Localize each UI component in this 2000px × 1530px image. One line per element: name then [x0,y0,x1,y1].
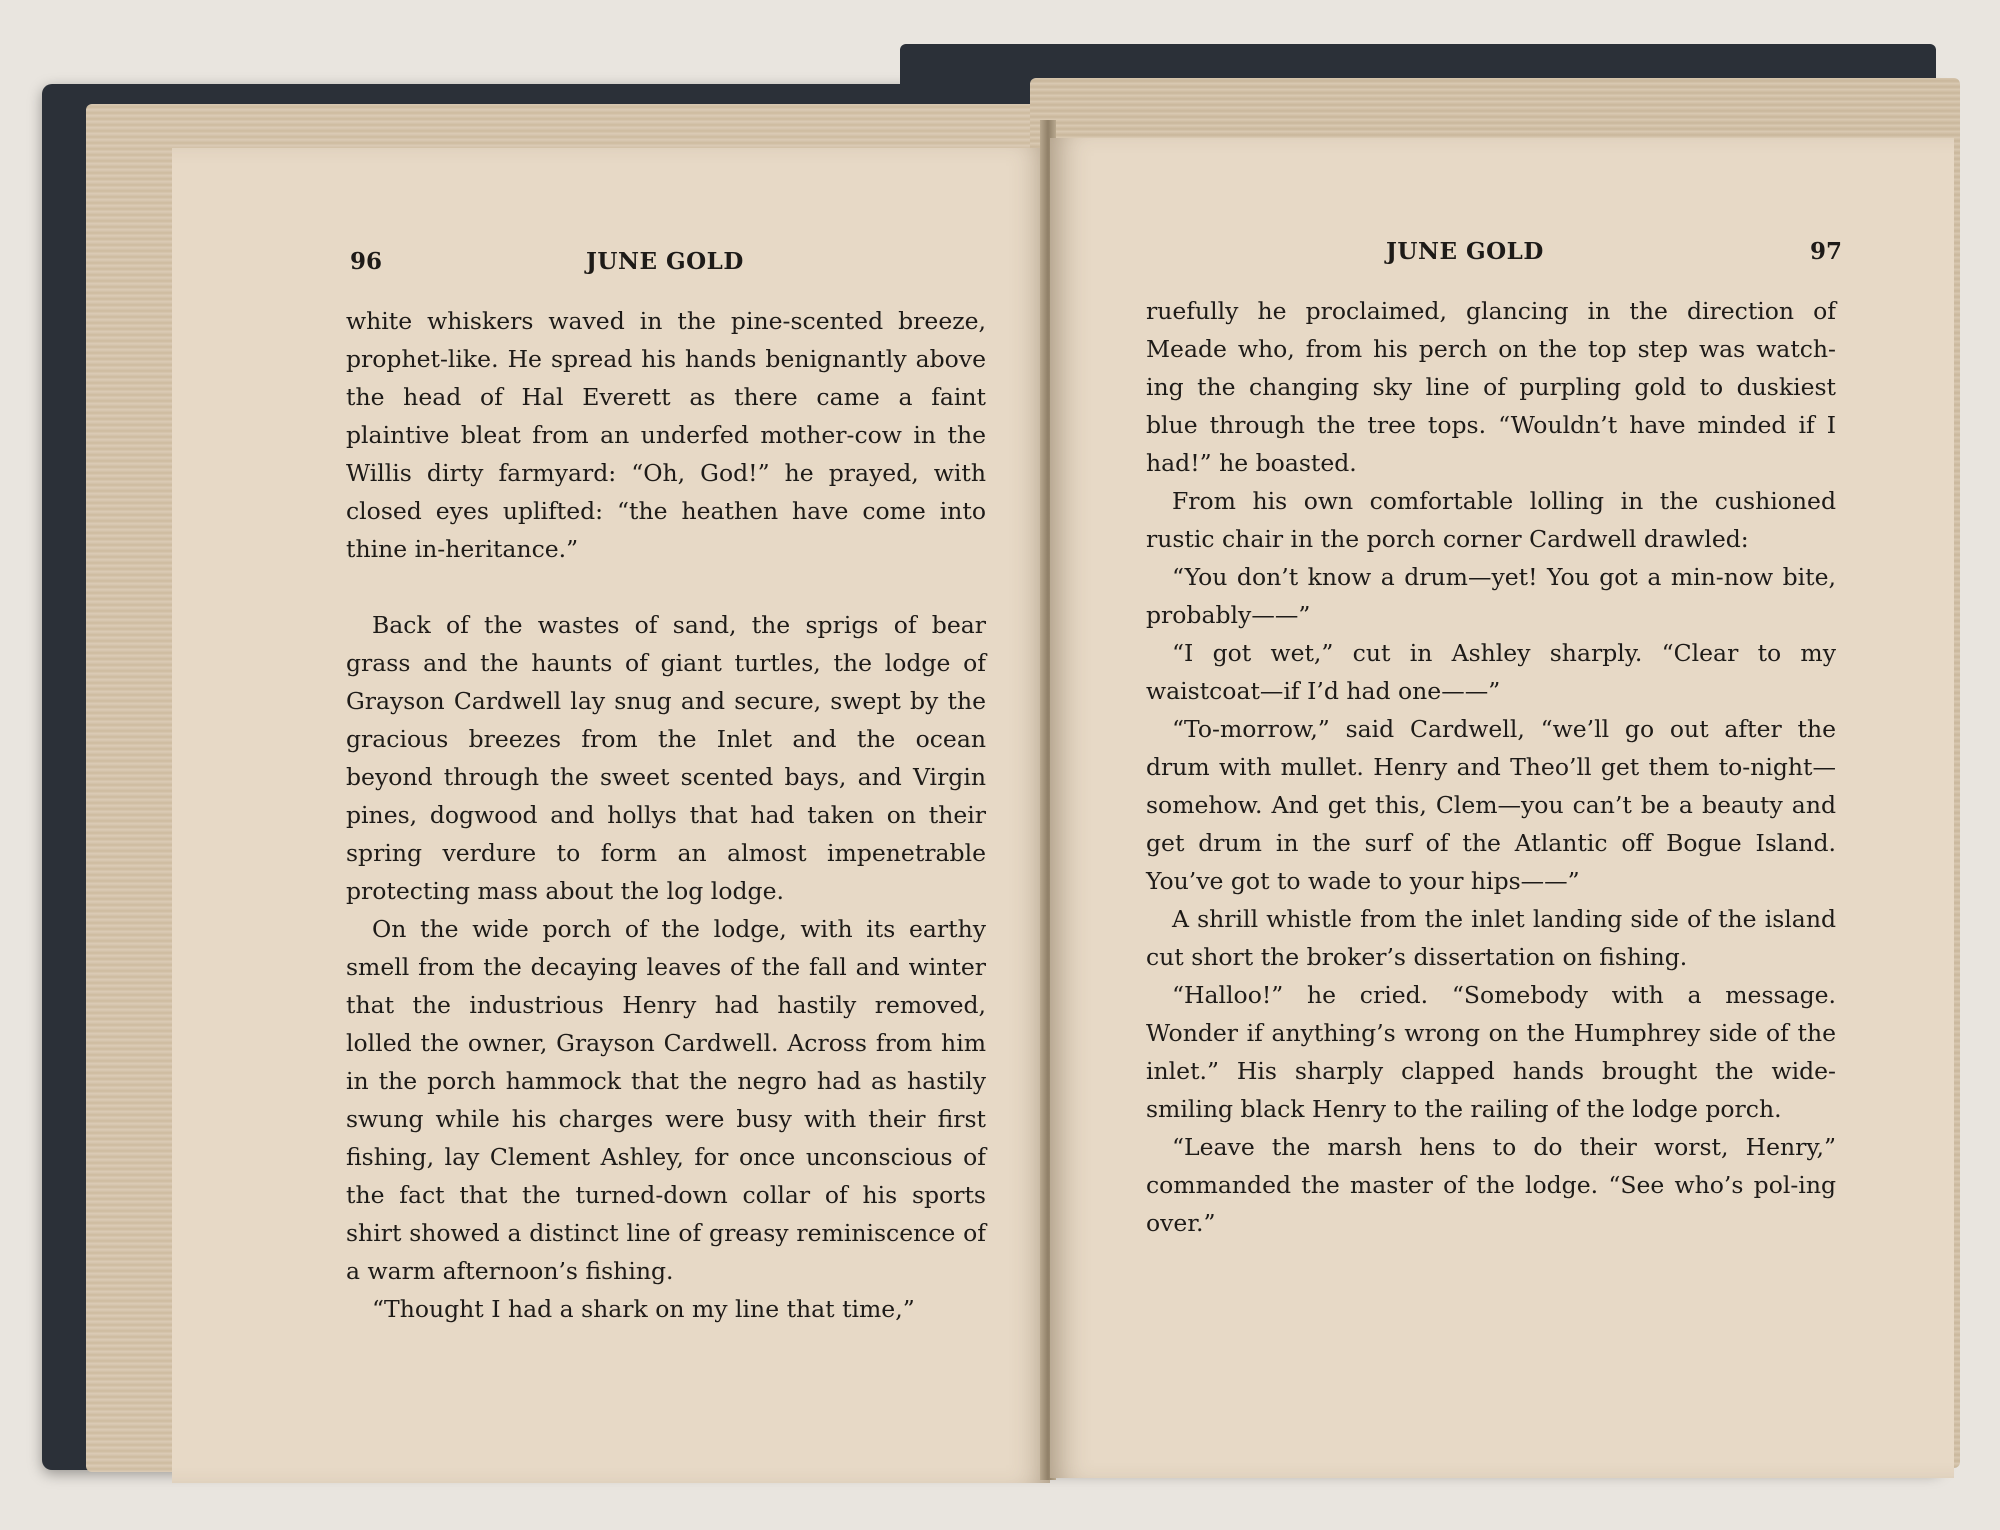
left-running-head: JUNE GOLD [586,248,744,275]
right-page-text [1146,292,1836,1242]
paragraph: “Leave the marsh hens to do their worst, Henry,” commanded the master of the lodge. “See who’s pol-ing over.” [1146,1133,1836,1237]
paragraph: A shrill whistle from the inlet landing side of the island cut short the broker’s dissertation on fishing. [1146,905,1836,971]
paragraph: On the wide porch of the lodge, with its earthy smell from the decaying leaves of the fall and winter that the industrious Henry had hastily removed, lolled the owner, Grayson Cardwell. Across from him in the porch hammock that the negro had as hastily swung while his charges were busy with their first fishing, lay Clement Ashley, for once unconscious of the fact that the turned-down collar of his sports shirt showed a distinct line of greasy reminiscence of a warm afternoon’s fishing. [346,915,986,1285]
paragraph: white whiskers waved in the pine-scented breeze, prophet-like. He spread his hands benignantly above the head of Hal Everett as there came a faint plaintive bleat from an underfed mother-cow in the Willis dirty farmyard: “Oh, God!” he prayed, with closed eyes uplifted: “the heathen have come into thine in-heritance.” [346,307,986,563]
paragraph: “I got wet,” cut in Ashley sharply. “Clear to my waistcoat—if I’d had one——” [1146,639,1836,705]
left-page-text [346,302,986,1328]
left-page [172,148,1050,1483]
paragraph: “You don’t know a drum—yet! You got a min-now bite, probably——” [1146,563,1836,629]
paragraph: Back of the wastes of sand, the sprigs of bear grass and the haunts of giant turtles, the lodge of Grayson Cardwell lay snug and secure, swept by the gracious breezes from the Inlet and the ocean beyond through the sweet scented bays, and Virgin pines, dogwood and hollys that had taken on their spring verdure to form an almost impenetrable protecting mass about the log lodge. [346,611,986,905]
paragraph: “To-morrow,” said Cardwell, “we’ll go out after the drum with mullet. Henry and Theo’ll get them to-night—somehow. And get this, Clem—you can’t be a beauty and get drum in the surf of the Atlantic off Bogue Island. You’ve got to wade to your hips——” [1146,715,1836,895]
right-page-number: 97 [1810,238,1843,265]
paragraph: From his own comfortable lolling in the cushioned rustic chair in the porch corner Cardwell drawled: [1146,487,1836,553]
left-page-number: 96 [350,248,383,275]
paragraph: ruefully he proclaimed, glancing in the direction of Meade who, from his perch on the top step was watch-ing the changing sky line of purpling gold to duskiest blue through the tree tops. “Wouldn’t have minded if I had!” he boasted. [1146,297,1836,477]
right-running-head: JUNE GOLD [1386,238,1544,265]
paragraph: “Halloo!” he cried. “Somebody with a message. Wonder if anything’s wrong on the Humphrey side of the inlet.” His sharply clapped hands brought the wide-smiling black Henry to the railing of the lodge porch. [1146,981,1836,1123]
right-page [1050,138,1954,1478]
paragraph: “Thought I had a shark on my line that time,” [372,1295,915,1323]
